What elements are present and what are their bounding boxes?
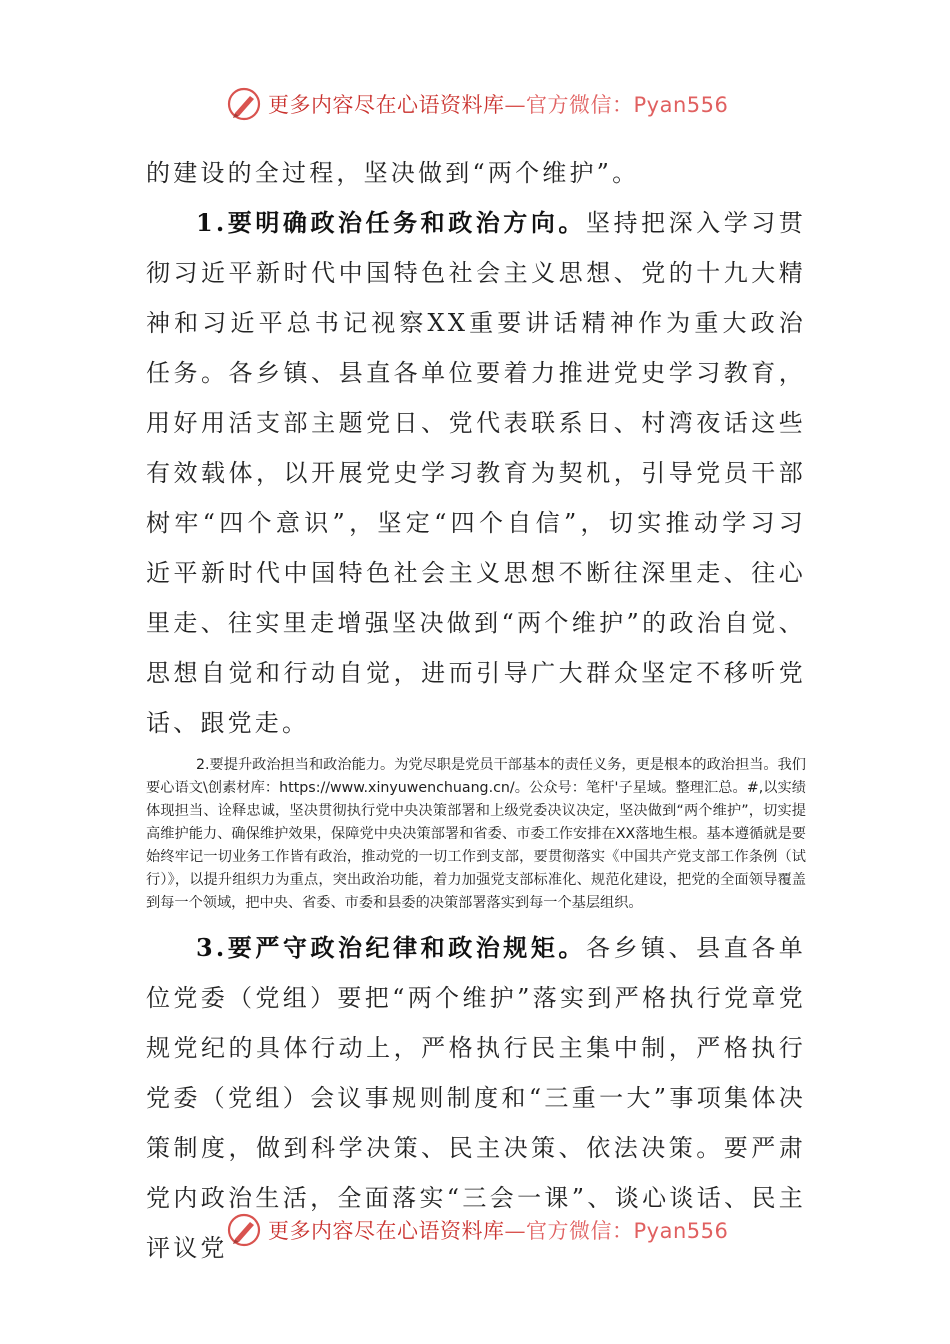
paragraph-1-heading: 1.要明确政治任务和政治方向。 xyxy=(196,208,586,237)
paragraph-2: 2.要提升政治担当和政治能力。为党尽职是党员干部基本的责任义务，更是根本的政治担当。我们要心语文\创素材库：https://www.xinyuwenchuang.cn/。公众号：笔杆'子星域。整理汇总。#,以实绩体现担当、诠释忠诚，坚决贯彻执行党中央决策部署和上级党委决议决定，坚决做到“两个维护”，切实提高维护能力、确保维护效果，保障党中央决策部署和省委、市委工作安排在XX落地生根。基本遵循就是要始终牢记一切业务工作皆有政治，推动党的一切工作到支部，要贯彻落实《中国共产党支部工作条例（试行）》，以提升组织力为重点，突出政治功能，着力加强党支部标准化、规范化建设，把党的全面领导覆盖到每一个领域，把中央、省委、市委和县委的决策部署落实到每一个基层组织。 xyxy=(146,757,806,911)
banner-label: 更多内容尽在心语资料库 xyxy=(268,1219,505,1243)
document-body xyxy=(146,148,806,1273)
paragraph-3-body: 各乡镇、县直各单位党委（党组）要把“两个维护”落实到严格执行党章党规党纪的具体行动上，严格执行民主集中制，严格执行党委（党组）会议事规则制度和“三重一大”事项集体决策制度，做到科学决策、民主决策、依法决策。要严肃党内政治生活，全面落实“三会一课”、谈心谈话、民主评议党 xyxy=(146,934,806,1262)
paragraph-1-body: 坚持把深入学习贯彻习近平新时代中国特色社会主义思想、党的十九大精神和习近平总书记视察XX重要讲话精神作为重大政治任务。各乡镇、县直各单位要着力推进党史学习教育，用好用活支部主题党日、党代表联系日、村湾夜话这些有效载体，以开展党史学习教育为契机，引导党员干部树牢“四个意识”，坚定“四个自信”，切实推动学习习近平新时代中国特色社会主义思想不断往深里走、往心里走、往实里走增强坚决做到“两个维护”的政治自觉、思想自觉和行动自觉，进而引导广大群众坚定不移听党话、跟党走。 xyxy=(146,209,806,737)
paragraph-1 xyxy=(146,198,806,748)
header-banner xyxy=(226,86,728,122)
banner-dash: — xyxy=(504,1219,526,1243)
pen-logo-icon xyxy=(226,1212,262,1248)
paragraph-continuation: 的建设的全过程，坚决做到“两个维护”。 xyxy=(146,159,640,187)
footer-banner-text xyxy=(268,1215,728,1245)
banner-dash: — xyxy=(504,93,526,117)
footer-banner xyxy=(226,1212,728,1248)
header-banner-text xyxy=(268,89,728,119)
banner-label: 更多内容尽在心语资料库 xyxy=(268,93,505,117)
banner-contact: 官方微信：Pyan556 xyxy=(526,93,729,117)
banner-contact: 官方微信：Pyan556 xyxy=(526,1219,729,1243)
paragraph-3-heading: 3.要严守政治纪律和政治规矩。 xyxy=(196,933,586,962)
pen-logo-icon xyxy=(226,86,262,122)
